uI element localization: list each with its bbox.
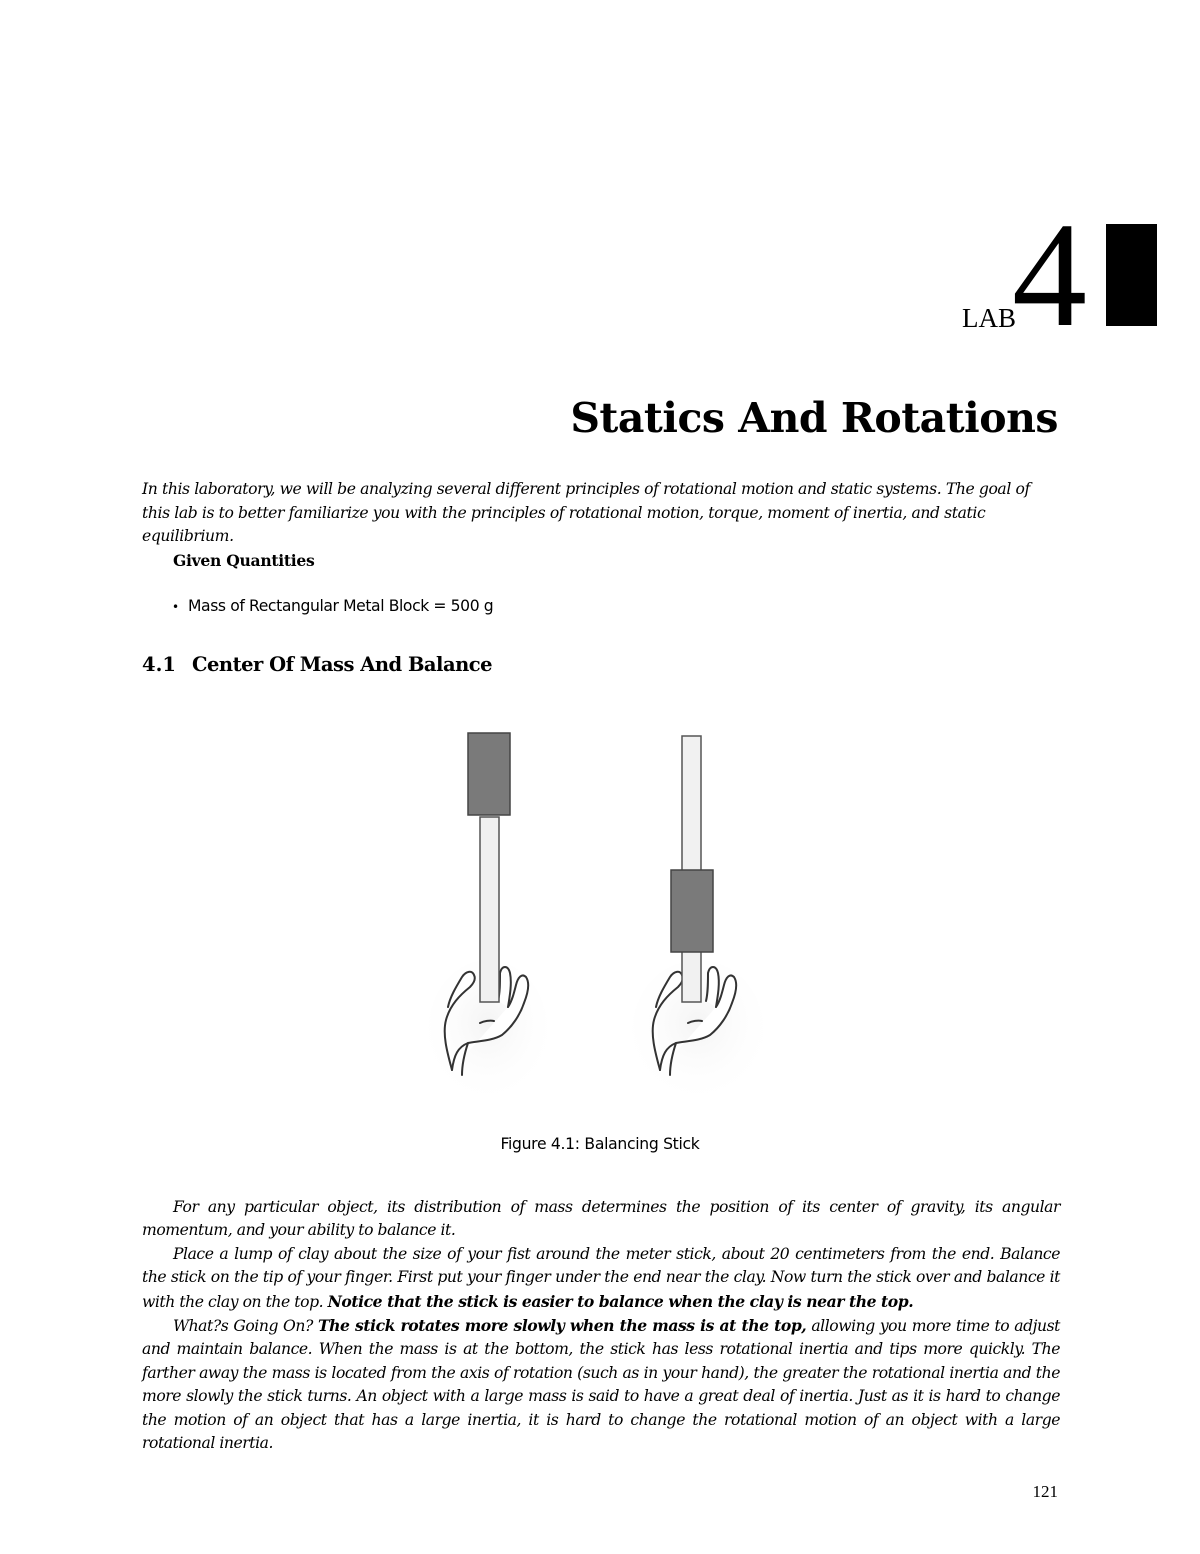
list-item: [172, 595, 493, 619]
lab-number: 4: [1012, 192, 1087, 358]
stick-mass-top: [428, 733, 548, 1100]
emphasis-text: The stick rotates more slowly when the mass is at the top,: [317, 1316, 807, 1336]
paragraph-text: allowing you more time to adjust and maintain balance. When the mass is at the bottom, the stick has less rotational inertia and tips more quickly. The farther away the mass is located from the axis of rotation (such as in your hand), the greater the rotational inertia and the more slowly the stick turns. An object with a large mass is said to have a great deal of inertia. Just as it is hard to change the motion of an object that has a large inertia, it is hard to change the rotational motion of an object with a large rotational inertia.: [142, 1317, 1060, 1453]
paragraph-lead: What?s Going On?: [173, 1317, 318, 1336]
bullet-icon: •: [172, 600, 179, 614]
paragraph: [142, 1243, 1060, 1314]
paragraph-text: Place a lump of clay about the size of your fist around the meter stick, about 20 centimeters from the end. Balance the stick on the tip of your finger. First put your finger under the end near the clay. Now turn the stick over and balance it with the clay on the top.: [142, 1244, 1060, 1311]
lab-label: LAB: [962, 303, 1016, 333]
list-item-text: Mass of Rectangular Metal Block = 500 g: [188, 597, 494, 615]
stick-mass-bottom: [632, 736, 764, 1100]
intro-paragraph: In this laboratory, we will be analyzing several different principles of rotational motion and static systems. The goal of this lab is to better familiarize you with the principles of rotational motion, torque, moment of inertia, and static equilibrium.: [142, 480, 1030, 545]
section-number: 4.1: [142, 653, 176, 676]
section-title: Center Of Mass And Balance: [192, 653, 493, 676]
chapter-title: Statics And Rotations: [570, 394, 1058, 442]
paragraph: [142, 1314, 1060, 1455]
given-quantities-list: [172, 595, 493, 619]
chapter-marker-bar: [1106, 224, 1157, 326]
page-number: 121: [1032, 1482, 1058, 1501]
body-text: [142, 1196, 1060, 1455]
paragraph: [142, 1196, 1060, 1243]
balancing-stick-figure: [420, 725, 780, 1100]
figure-caption: Figure 4.1: Balancing Stick: [500, 1135, 700, 1153]
paragraph-text: For any particular object, its distribution of mass determines the position of its center of gravity, its angular momentum, and your ability to balance it.: [142, 1198, 1060, 1240]
emphasis-text: Notice that the stick is easier to balance when the clay is near the top.: [327, 1291, 914, 1311]
given-quantities-heading: Given Quantities: [173, 551, 315, 570]
